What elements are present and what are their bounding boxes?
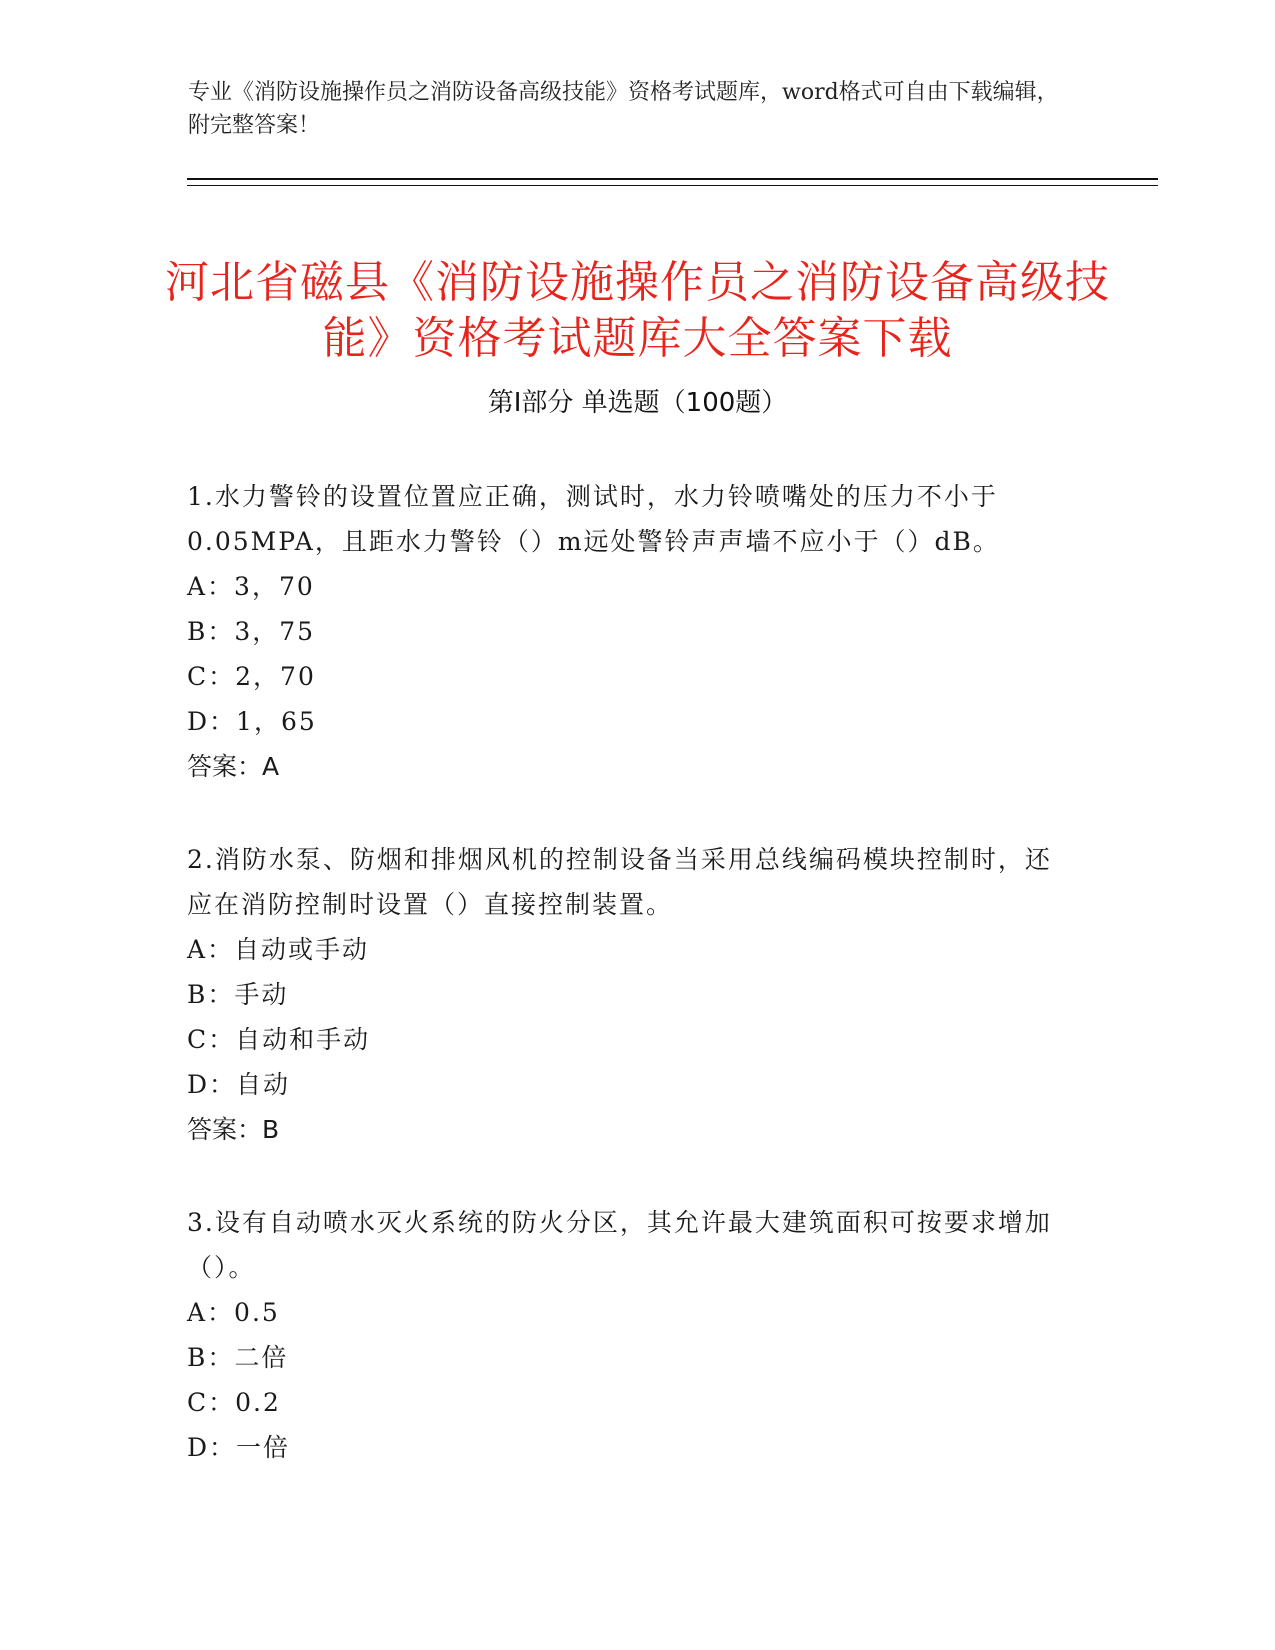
answer: 答案：B [187,1115,280,1144]
option-d: D：1，65 [187,707,317,736]
header-divider-thin [187,185,1158,186]
option-b: B：二倍 [187,1343,289,1372]
question-2 [187,837,1067,1152]
option-a: A：3，70 [187,572,315,601]
option-c: C：0.2 [187,1388,281,1417]
option-d: D：一倍 [187,1433,291,1462]
section-title: 第Ⅰ部分 单选题（100题） [487,388,788,418]
question-3 [187,1200,1067,1470]
document-title: 河北省磁县《消防设施操作员之消防设备高级技能》资格考试题库大全答案下载 [165,257,1110,365]
option-b: B：手动 [187,980,289,1009]
option-c: C：自动和手动 [187,1025,371,1054]
header-note: 专业《消防设施操作员之消防设备高级技能》资格考试题库，word格式可自由下载编辑，附完整答案！ [188,80,1059,138]
question-stem: 1.水力警铃的设置位置应正确，测试时，水力铃喷嘴处的压力不小于0.05MPA，且距水力警铃（）m远处警铃声声墙不应小于（）dB。 [187,482,1000,556]
question-1 [187,474,1067,789]
answer: 答案：A [187,752,280,781]
question-stem: 2.消防水泵、防烟和排烟风机的控制设备当采用总线编码模块控制时，还应在消防控制时设置（）直接控制装置。 [187,845,1052,919]
option-b: B：3，75 [187,617,316,646]
option-a: A：自动或手动 [187,935,370,964]
option-c: C：2，70 [187,662,316,691]
option-a: A：0.5 [187,1298,280,1327]
header-divider-thick [187,178,1158,180]
option-d: D：自动 [187,1070,291,1099]
question-stem: 3.设有自动喷水灭火系统的防火分区，其允许最大建筑面积可按要求增加（）。 [187,1208,1052,1282]
